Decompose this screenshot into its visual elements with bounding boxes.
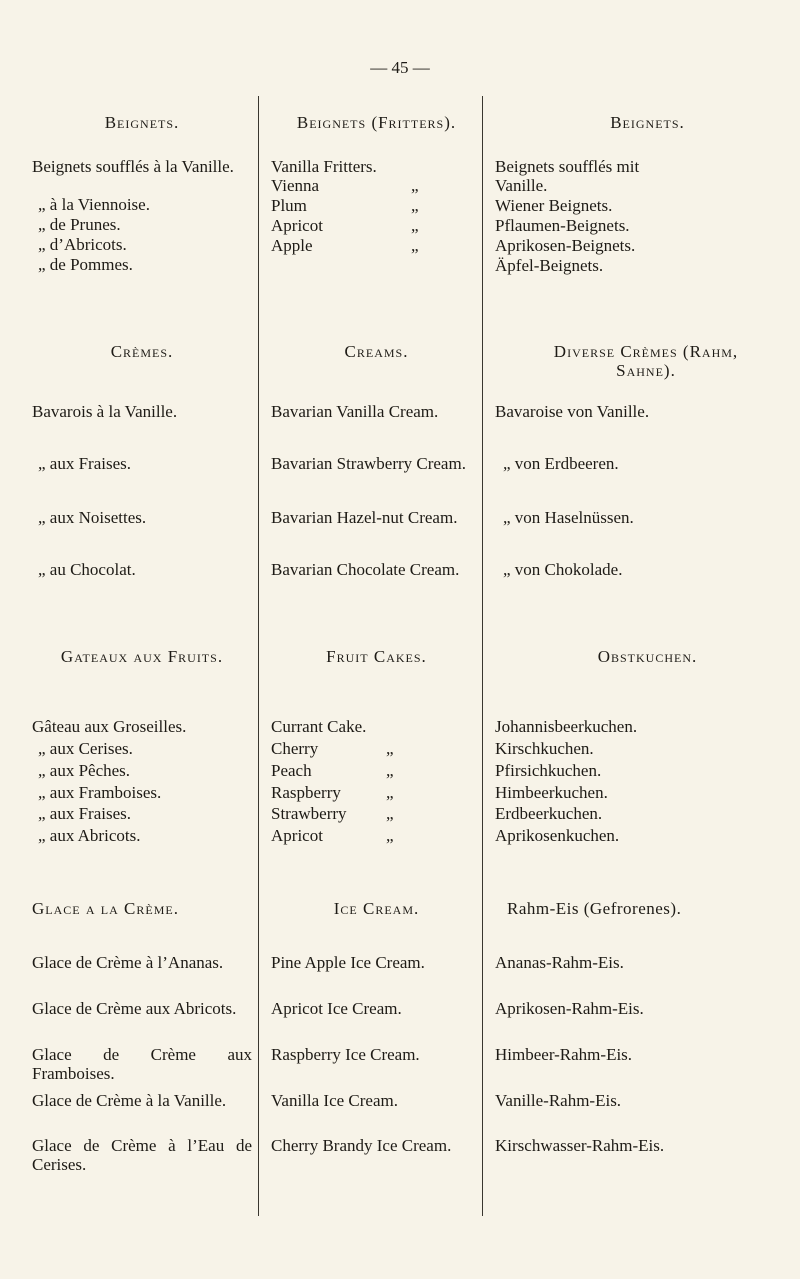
menu-item: Apricot Ice Cream. [271, 999, 402, 1018]
menu-item: „ aux Framboises. [38, 783, 162, 802]
menu-columns [0, 96, 800, 1216]
menu-item: Kirschwasser-Rahm-Eis. [495, 1136, 665, 1155]
menu-item: Glace de Crème à la Vanille. [32, 1091, 227, 1110]
ditto-mark: „ [386, 761, 394, 780]
menu-item: „ von Haselnüssen. [503, 508, 634, 527]
menu-item: Glace de Crème aux Framboises. [32, 1045, 252, 1083]
menu-item: Vanille-Rahm-Eis. [495, 1091, 622, 1110]
menu-item: „ à la Viennoise. [38, 195, 150, 214]
ditto-mark: „ [386, 739, 394, 758]
section-heading: Creams. [344, 342, 409, 361]
menu-item: Erdbeerkuchen. [495, 804, 603, 823]
section-heading: Beignets. [610, 113, 685, 132]
ditto-mark: „ [411, 176, 419, 195]
menu-item: Glace de Crème à l’Ananas. [32, 953, 224, 972]
item-label: Vienna [271, 176, 320, 195]
item-label: Strawberry [271, 804, 347, 823]
menu-item: „ d’Abricots. [38, 235, 127, 254]
item-label: Peach [271, 761, 312, 780]
menu-item: „ aux Noisettes. [38, 508, 147, 527]
item-label: Plum [271, 196, 307, 215]
menu-item: Bavarian Hazel-nut Cream. [271, 508, 458, 527]
menu-item: Cherry Brandy Ice Cream. [271, 1136, 452, 1155]
menu-item [271, 236, 482, 255]
section-heading: Glace a la Crème. [32, 899, 179, 918]
ditto-mark: „ [386, 783, 394, 802]
menu-item: Pine Apple Ice Cream. [271, 953, 425, 972]
menu-item [271, 804, 482, 823]
item-label: Apple [271, 236, 313, 255]
menu-item: Aprikosen-Rahm-Eis. [495, 999, 644, 1018]
menu-item: „ de Pommes. [38, 255, 133, 274]
menu-item: Raspberry Ice Cream. [271, 1045, 420, 1064]
menu-item: Bavarian Strawberry Cream. [271, 454, 466, 473]
french-column [32, 96, 252, 1216]
menu-item [271, 783, 482, 802]
menu-item: Ananas-Rahm-Eis. [495, 953, 624, 972]
menu-item: „ aux Cerises. [38, 739, 133, 758]
menu-item: Pfirsichkuchen. [495, 761, 602, 780]
menu-item [271, 176, 482, 195]
section-heading: Crèmes. [110, 342, 174, 361]
ditto-mark: „ [386, 826, 394, 845]
menu-item: Bavarian Vanilla Cream. [271, 402, 439, 421]
menu-item: Beignets soufflés mit Vanille. [495, 157, 640, 195]
ditto-mark: „ [411, 196, 419, 215]
section-heading: Diverse Crèmes (Rahm, Sahne). [553, 342, 739, 380]
item-label: Raspberry [271, 783, 341, 802]
menu-item [271, 761, 482, 780]
ditto-mark: „ [386, 804, 394, 823]
menu-item: Beignets soufflés à la Vanille. [32, 157, 234, 176]
section-heading: Rahm-Eis (Gefrorenes). [507, 899, 682, 918]
menu-item: „ von Chokolade. [503, 560, 623, 579]
menu-item: Bavarian Chocolate Cream. [271, 560, 460, 579]
section-heading: Beignets. [104, 113, 180, 132]
menu-item: Bavaroise von Vanille. [495, 402, 650, 421]
menu-item: „ de Prunes. [38, 215, 121, 234]
menu-item: Wiener Beignets. [495, 196, 613, 215]
menu-item: Pflaumen-Beignets. [495, 216, 630, 235]
section-heading: Obstkuchen. [597, 647, 698, 666]
menu-item: Johannisbeerkuchen. [495, 717, 638, 736]
page-number: — 45 — [370, 58, 430, 77]
menu-item: Äpfel-Beignets. [495, 256, 604, 275]
item-label: Apricot [271, 826, 323, 845]
menu-item: Aprikosen-Beignets. [495, 236, 636, 255]
menu-item: „ aux Fraises. [38, 804, 132, 823]
german-column [482, 96, 800, 1216]
ditto-mark: „ [411, 216, 419, 235]
menu-item: „ aux Pêches. [38, 761, 131, 780]
section-heading: Gateaux aux Fruits. [60, 647, 224, 666]
menu-item: Glace de Crème à l’Eau de Cerises. [32, 1136, 252, 1174]
menu-item: Kirschkuchen. [495, 739, 594, 758]
menu-item: „ aux Fraises. [38, 454, 132, 473]
menu-item: Gâteau aux Groseilles. [32, 717, 187, 736]
menu-item: Himbeerkuchen. [495, 783, 608, 802]
section-heading: Fruit Cakes. [326, 647, 427, 666]
menu-item [271, 739, 482, 758]
menu-item: „ au Chocolat. [38, 560, 136, 579]
menu-item: Currant Cake. [271, 717, 367, 736]
section-heading: Ice Cream. [333, 899, 420, 918]
menu-item [271, 826, 482, 845]
item-label: Apricot [271, 216, 323, 235]
menu-item: Himbeer-Rahm-Eis. [495, 1045, 633, 1064]
section-heading: Beignets (Fritters). [296, 113, 457, 132]
menu-item: Aprikosenkuchen. [495, 826, 620, 845]
menu-item: Vanilla Fritters. [271, 157, 377, 176]
menu-item [271, 216, 482, 235]
menu-item: „ aux Abricots. [38, 826, 141, 845]
menu-item: Vanilla Ice Cream. [271, 1091, 398, 1110]
english-column [258, 96, 482, 1216]
ditto-mark: „ [411, 236, 419, 255]
menu-item: Bavarois à la Vanille. [32, 402, 178, 421]
menu-item: Glace de Crème aux Abricots. [32, 999, 237, 1018]
menu-item [271, 196, 482, 215]
menu-item: „ von Erdbeeren. [503, 454, 619, 473]
item-label: Cherry [271, 739, 319, 758]
